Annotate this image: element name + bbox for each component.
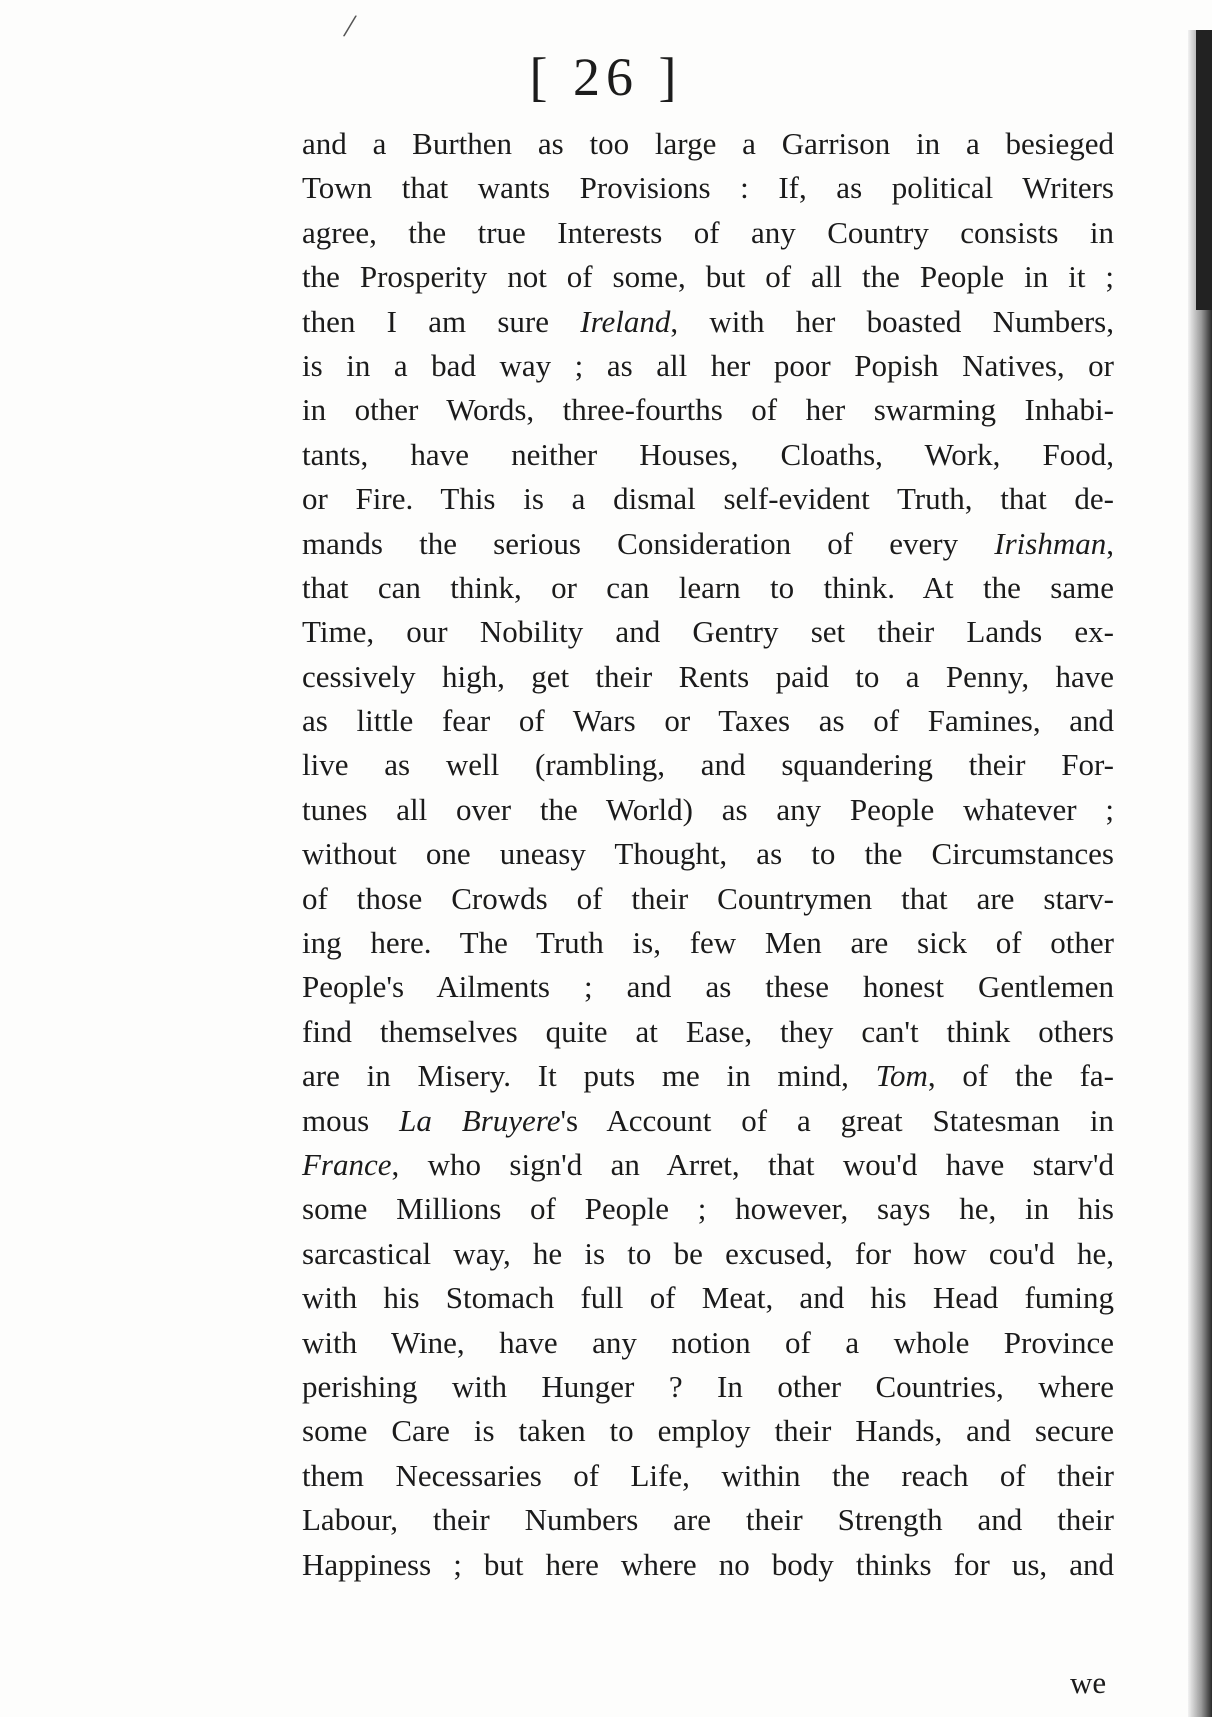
text-line: People's Ailments ; and as these honest Gentlemen	[302, 969, 1114, 1005]
catchword: we	[1070, 1665, 1107, 1700]
text-line: in other Words, three-fourths of her swarming Inhabi-	[302, 392, 1114, 428]
text-line: Time, our Nobility and Gentry set their Lands ex-	[302, 614, 1114, 650]
text-line: with his Stomach full of Meat, and his Head fuming	[302, 1280, 1114, 1316]
text-line: some Millions of People ; however, says he, in his	[302, 1191, 1114, 1227]
text-line: live as well (rambling, and squandering their For-	[302, 747, 1114, 783]
text-line: agree, the true Interests of any Country consists in	[302, 214, 1114, 250]
text-line: the Prosperity not of some, but of all the People in it ;	[302, 259, 1114, 295]
text-line: cessively high, get their Rents paid to a Penny, have	[302, 658, 1114, 694]
text-line: mands the serious Consideration of every Irishman,	[302, 525, 1114, 561]
text-line: tants, have neither Houses, Cloaths, Work, Food,	[302, 436, 1114, 472]
text-line: Happiness ; but here where no body thinks for us, and	[302, 1546, 1114, 1582]
text-line: sarcastical way, he is to be excused, for how cou'd he,	[302, 1235, 1114, 1271]
text-line: without one uneasy Thought, as to the Circumstances	[302, 836, 1114, 872]
text-line: are in Misery. It puts me in mind, Tom, of the fa-	[302, 1058, 1114, 1094]
text-line: is in a bad way ; as all her poor Popish Natives, or	[302, 347, 1114, 383]
text-line: them Necessaries of Life, within the reach of their	[302, 1457, 1114, 1493]
text-line: perishing with Hunger ? In other Countries, where	[302, 1368, 1114, 1404]
text-line: ing here. The Truth is, few Men are sick of other	[302, 925, 1114, 961]
text-line: Town that wants Provisions : If, as political Writers	[302, 170, 1114, 206]
text-line: tunes all over the World) as any People whatever ;	[302, 791, 1114, 827]
body-text	[302, 122, 1114, 1587]
text-line: then I am sure Ireland, with her boasted Numbers,	[302, 303, 1114, 339]
text-line: mous La Bruyere's Account of a great Statesman in	[302, 1102, 1115, 1138]
corner-pencil-mark: /	[341, 7, 359, 46]
text-line: some Care is taken to employ their Hands, and secure	[302, 1413, 1114, 1449]
text-line: as little fear of Wars or Taxes as of Famines, and	[302, 703, 1114, 739]
text-line: Labour, their Numbers are their Strength and their	[302, 1502, 1114, 1538]
text-line: or Fire. This is a dismal self-evident Truth, that de-	[302, 481, 1114, 517]
text-line: find themselves quite at Ease, they can't think others	[302, 1013, 1114, 1049]
page-number: [ 26 ]	[529, 47, 683, 107]
text-line: and a Burthen as too large a Garrison in a besieged	[302, 126, 1114, 161]
text-line: France, who sign'd an Arret, that wou'd have starv'd	[302, 1146, 1114, 1182]
text-line: that can think, or can learn to think. At the same	[302, 569, 1114, 605]
text-line: with Wine, have any notion of a whole Province	[302, 1324, 1114, 1360]
text-line: of those Crowds of their Countrymen that are starv-	[302, 880, 1114, 916]
